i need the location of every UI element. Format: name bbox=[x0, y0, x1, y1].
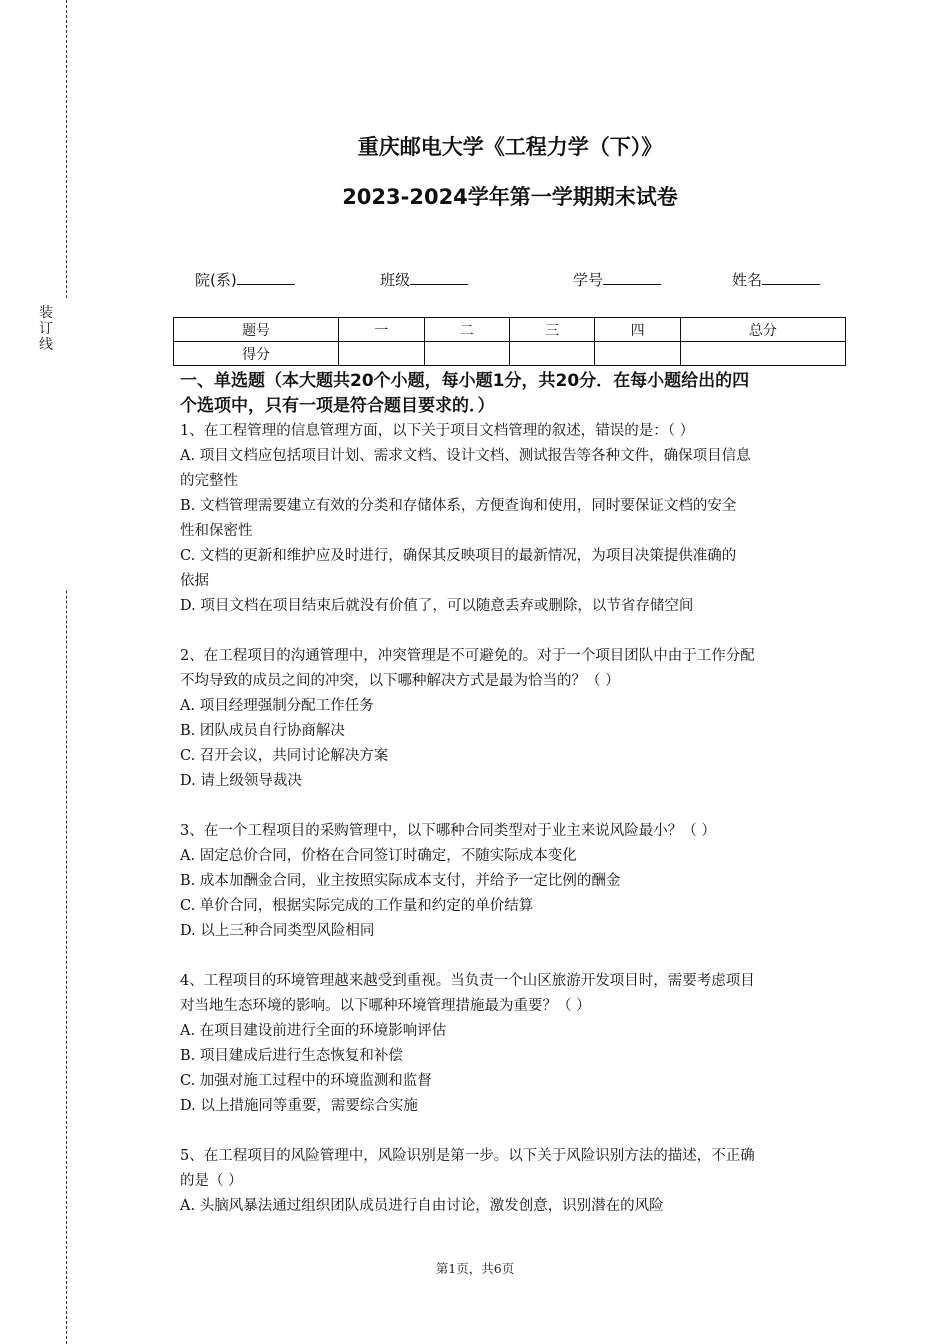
question-stem-continued: 的是（ ） bbox=[180, 1173, 243, 1189]
question-stem-continued: 对当地生态环境的影响。以下哪种环境管理措施最为重要？（ ） bbox=[180, 998, 591, 1014]
question-option: D. 以上三种合同类型风险相同 bbox=[180, 923, 375, 939]
binding-dashed-line bbox=[66, 0, 67, 1344]
question-option: D. 请上级领导裁决 bbox=[180, 773, 302, 789]
score-cell bbox=[424, 342, 509, 366]
score-header-cell: 题号 bbox=[174, 318, 339, 342]
question-option-continued: 依据 bbox=[180, 573, 209, 589]
question bbox=[180, 819, 842, 944]
exam-content bbox=[180, 369, 842, 1219]
exam-subtitle: 2023-2024学年第一学期期末试卷 bbox=[342, 185, 678, 209]
question-option: D. 以上措施同等重要，需要综合实施 bbox=[180, 1098, 418, 1114]
score-header-cell: 总分 bbox=[680, 318, 845, 342]
question-stem: 5、在工程项目的风险管理中，风险识别是第一步。以下关于风险识别方法的描述，不正确 bbox=[180, 1148, 755, 1164]
question-stem: 3、在一个工程项目的采购管理中，以下哪种合同类型对于业主来说风险最小？（ ） bbox=[180, 823, 716, 839]
question-option: C. 召开会议，共同讨论解决方案 bbox=[180, 748, 389, 764]
binding-char: 订 bbox=[39, 321, 53, 337]
question-option: B. 成本加酬金合同，业主按照实际成本支付，并给予一定比例的酬金 bbox=[180, 873, 621, 889]
binding-gap bbox=[58, 298, 78, 588]
question-option: C. 加强对施工过程中的环境监测和监督 bbox=[180, 1073, 432, 1089]
question-option: B. 团队成员自行协商解决 bbox=[180, 723, 345, 739]
section-heading: 一、单选题（本大题共20个小题，每小题1分，共20分．在每小题给出的四 bbox=[180, 371, 750, 391]
question bbox=[180, 969, 842, 1119]
score-cell bbox=[595, 342, 680, 366]
question-option-continued: 性和保密性 bbox=[180, 523, 253, 539]
question-option: D. 项目文档在项目结束后就没有价值了，可以随意丢弃或删除，以节省存储空间 bbox=[180, 598, 694, 614]
binding-char: 装 bbox=[39, 305, 53, 321]
student-id-label: 学号 bbox=[573, 271, 604, 289]
question-stem: 4、工程项目的环境管理越来越受到重视。当负责一个山区旅游开发项目时，需要考虑项目 bbox=[180, 973, 755, 989]
question-stem-continued: 不均导致的成员之间的冲突，以下哪种解决方式是最为恰当的？（ ） bbox=[180, 673, 620, 689]
exam-title: 重庆邮电大学《工程力学（下）》 bbox=[357, 135, 663, 159]
department-label: 院(系) bbox=[195, 271, 237, 289]
question-option: A. 项目经理强制分配工作任务 bbox=[180, 698, 374, 714]
class-label: 班级 bbox=[380, 271, 411, 289]
department-field bbox=[195, 269, 295, 290]
score-cell bbox=[680, 342, 845, 366]
question bbox=[180, 644, 842, 794]
score-header-cell: 四 bbox=[595, 318, 680, 342]
question-option: A. 固定总价合同，价格在合同签订时确定，不随实际成本变化 bbox=[180, 848, 577, 864]
score-row-label: 得分 bbox=[174, 342, 339, 366]
class-field bbox=[380, 269, 468, 290]
question-option: A. 头脑风暴法通过组织团队成员进行自由讨论，激发创意，识别潜在的风险 bbox=[180, 1198, 664, 1214]
student-info-row bbox=[0, 269, 950, 293]
binding-char: 线 bbox=[39, 337, 53, 353]
question-option: B. 文档管理需要建立有效的分类和存储体系，方便查询和使用，同时要保证文档的安全 bbox=[180, 498, 737, 514]
score-table bbox=[173, 317, 846, 366]
score-cell bbox=[339, 342, 424, 366]
question-option: C. 文档的更新和维护应及时进行，确保其反映项目的最新情况，为项目决策提供准确的 bbox=[180, 548, 737, 564]
class-blank bbox=[410, 270, 468, 285]
question-stem: 1、在工程管理的信息管理方面，以下关于项目文档管理的叙述，错误的是：（ ） bbox=[180, 423, 695, 439]
question-option-continued: 的完整性 bbox=[180, 473, 238, 489]
department-blank bbox=[237, 270, 295, 285]
score-header-cell: 一 bbox=[339, 318, 424, 342]
score-table-header-row bbox=[174, 318, 846, 342]
page-number: 第1页，共6页 bbox=[435, 1261, 515, 1276]
score-cell bbox=[509, 342, 594, 366]
question bbox=[180, 1144, 842, 1219]
name-field bbox=[732, 269, 820, 290]
question-option: B. 项目建成后进行生态恢复和补偿 bbox=[180, 1048, 403, 1064]
score-header-cell: 二 bbox=[424, 318, 509, 342]
section-heading: 个选项中，只有一项是符合题目要求的．） bbox=[180, 396, 495, 416]
student-id-blank bbox=[603, 270, 661, 285]
name-blank bbox=[762, 270, 820, 285]
student-id-field bbox=[573, 269, 661, 290]
question bbox=[180, 419, 842, 619]
score-table-score-row bbox=[174, 342, 846, 366]
question-option: A. 项目文档应包括项目计划、需求文档、设计文档、测试报告等各种文件，确保项目信息 bbox=[180, 448, 751, 464]
question-stem: 2、在工程项目的沟通管理中，冲突管理是不可避免的。对于一个项目团队中由于工作分配 bbox=[180, 648, 755, 664]
name-label: 姓名 bbox=[732, 271, 763, 289]
question-option: C. 单价合同，根据实际完成的工作量和约定的单价结算 bbox=[180, 898, 534, 914]
score-header-cell: 三 bbox=[509, 318, 594, 342]
binding-label bbox=[38, 305, 54, 353]
question-option: A. 在项目建设前进行全面的环境影响评估 bbox=[180, 1023, 447, 1039]
